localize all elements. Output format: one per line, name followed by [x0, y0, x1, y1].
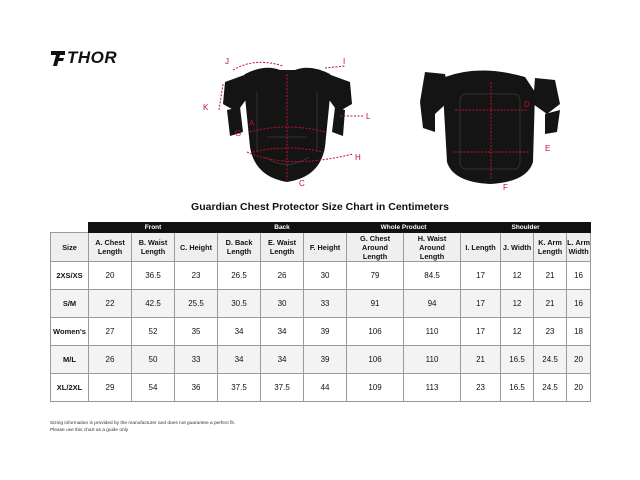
measurement-cell: 113 [404, 374, 461, 402]
measurement-cell: 109 [347, 374, 404, 402]
measurement-cell: 30.5 [218, 290, 261, 318]
column-header [175, 233, 218, 262]
column-header-line: Length [419, 251, 445, 261]
group-front: Front [89, 223, 218, 233]
measurement-cell: 33 [175, 346, 218, 374]
label-j: J [225, 57, 229, 66]
label-k: K [203, 103, 209, 112]
measurement-cell: 16 [567, 262, 591, 290]
column-header-line: A. Chest [95, 238, 125, 247]
back-protector-diagram [405, 52, 580, 197]
measurement-cell: 12 [501, 290, 534, 318]
size-cell: S/M [51, 290, 89, 318]
measurement-cell: 110 [404, 346, 461, 374]
column-header-line: Length [269, 247, 295, 256]
column-header-row [51, 233, 591, 262]
measurement-cell: 17 [461, 318, 501, 346]
column-header-line: B. Waist [138, 238, 168, 247]
measurement-cell: 106 [347, 346, 404, 374]
measurement-cell: 35 [175, 318, 218, 346]
logo-text: THOR [67, 48, 118, 67]
measurement-cell: 20 [567, 346, 591, 374]
label-g: G [235, 129, 242, 138]
table-row [51, 374, 591, 402]
measurement-cell: 54 [132, 374, 175, 402]
back-body [420, 71, 560, 185]
footnote-line-1: Sizing information is provided by the manufacturer and does not guarantee a perfect fit. [50, 421, 236, 426]
table-body [51, 262, 591, 402]
thor-logo [50, 48, 120, 68]
footnote-line-2: Please use this chart as a guide only [50, 427, 129, 433]
measurement-cell: 27 [89, 318, 132, 346]
measurement-cell: 29 [89, 374, 132, 402]
size-cell: M/L [51, 346, 89, 374]
measurement-cell: 34 [261, 346, 304, 374]
measurement-cell: 42.5 [132, 290, 175, 318]
column-header-line: Width [568, 247, 589, 256]
measurement-cell: 26 [89, 346, 132, 374]
table-row [51, 318, 591, 346]
column-header-line: D. Back [225, 238, 253, 247]
measurement-cell: 23 [175, 262, 218, 290]
measurement-cell: 25.5 [175, 290, 218, 318]
column-header-line: L. Arm [567, 238, 590, 247]
measurement-cell: 22 [89, 290, 132, 318]
measurement-cell: 37.5 [218, 374, 261, 402]
group-whole-product: Whole Product [347, 223, 461, 233]
label-f: F [503, 183, 508, 192]
measurement-cell: 30 [304, 262, 347, 290]
measurement-cell: 94 [404, 290, 461, 318]
table-row [51, 290, 591, 318]
measurement-cell: 79 [347, 262, 404, 290]
column-header [501, 233, 534, 262]
column-header-line: Length [140, 247, 166, 256]
column-header-line: Length [226, 247, 252, 256]
label-l: L [366, 112, 371, 121]
measurement-cell: 91 [347, 290, 404, 318]
group-back: Back [218, 223, 347, 233]
column-header [218, 233, 261, 262]
size-cell: Women's [51, 318, 89, 346]
label-i: I [343, 57, 346, 66]
column-header [89, 233, 132, 262]
measurement-cell: 24.5 [534, 374, 567, 402]
column-header-line: Length [537, 247, 563, 256]
label-c: C [299, 179, 305, 188]
measurement-cell: 21 [534, 290, 567, 318]
measurement-cell: 16 [567, 290, 591, 318]
measurement-cell: 12 [501, 262, 534, 290]
measurement-cell: 26.5 [218, 262, 261, 290]
measurement-cell: 30 [261, 290, 304, 318]
column-header [347, 233, 404, 262]
measurement-cell: 36.5 [132, 262, 175, 290]
size-header: Size [51, 233, 89, 262]
column-header-line: E. Waist [267, 238, 297, 247]
column-header [534, 233, 567, 262]
column-header [261, 233, 304, 262]
measurement-cell: 17 [461, 262, 501, 290]
size-table [50, 222, 591, 402]
chart-title: Guardian Chest Protector Size Chart in Centimeters [191, 201, 449, 213]
measurement-cell: 33 [304, 290, 347, 318]
measurement-cell: 16.5 [501, 346, 534, 374]
size-cell: XL/2XL [51, 374, 89, 402]
column-header [132, 233, 175, 262]
thor-hammer-icon [50, 49, 66, 67]
column-header-line: H. Waist Around [417, 233, 447, 252]
measurement-cell: 34 [218, 318, 261, 346]
measurement-cell: 20 [89, 262, 132, 290]
column-header-line: K. Arm [538, 238, 562, 247]
measurement-cell: 106 [347, 318, 404, 346]
measurement-cell: 24.5 [534, 346, 567, 374]
label-a: A [249, 119, 255, 128]
footnote [50, 421, 235, 434]
measurement-cell: 23 [534, 318, 567, 346]
measurement-cell: 110 [404, 318, 461, 346]
size-cell: 2XS/XS [51, 262, 89, 290]
measurement-cell: 12 [501, 318, 534, 346]
measurement-cell: 21 [534, 262, 567, 290]
measurement-cell: 39 [304, 346, 347, 374]
measurement-cell: 34 [261, 318, 304, 346]
column-header-line: J. Width [502, 242, 532, 252]
front-protector-diagram [195, 52, 380, 197]
measurement-cell: 50 [132, 346, 175, 374]
column-header [304, 233, 347, 262]
measurement-cell: 20 [567, 374, 591, 402]
column-header-line: C. Height [180, 242, 213, 252]
column-header-line: F. Height [309, 242, 341, 252]
measurement-cell: 34 [218, 346, 261, 374]
measurement-cell: 52 [132, 318, 175, 346]
label-h: H [355, 153, 361, 162]
table-row [51, 262, 591, 290]
measurement-cell: 39 [304, 318, 347, 346]
measurement-cell: 26 [261, 262, 304, 290]
group-blank [51, 223, 89, 233]
measurement-cell: 18 [567, 318, 591, 346]
label-e: E [545, 144, 551, 153]
measurement-cell: 36 [175, 374, 218, 402]
table-row [51, 346, 591, 374]
column-header [404, 233, 461, 262]
group-shoulder: Shoulder [461, 223, 591, 233]
label-d: D [524, 100, 530, 109]
measurement-cell: 17 [461, 290, 501, 318]
measurement-cell: 84.5 [404, 262, 461, 290]
group-header-row [51, 223, 591, 233]
measurement-cell: 21 [461, 346, 501, 374]
column-header-line: G. Chest Around [360, 233, 391, 252]
column-header-line: I. Length [465, 242, 496, 252]
measurement-cell: 23 [461, 374, 501, 402]
measurement-cell: 44 [304, 374, 347, 402]
column-header [567, 233, 591, 262]
column-header [461, 233, 501, 262]
measurement-cell: 16.5 [501, 374, 534, 402]
column-header-line: Length [362, 251, 388, 261]
column-header-line: Length [97, 247, 123, 256]
measurement-cell: 37.5 [261, 374, 304, 402]
